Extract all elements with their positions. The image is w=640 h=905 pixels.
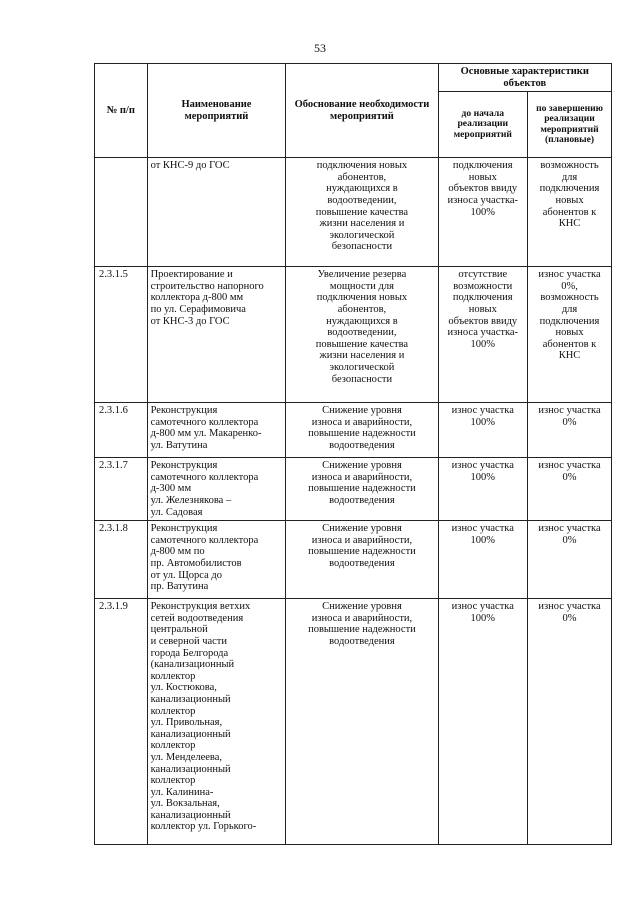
row-after: износ участка 0% bbox=[528, 521, 612, 599]
row-name: Проектирование и строительство напорного коллектора д-800 мм по ул. Серафимовича от КНС-3 до ГОС bbox=[147, 267, 286, 403]
measures-table bbox=[94, 63, 612, 845]
row-after: износ участка 0%, возможность для подключения новых абонентов к КНС bbox=[528, 267, 612, 403]
row-justification: Снижение уровня износа и аварийности, повышение надежности водоотведения bbox=[286, 403, 438, 458]
row-justification: Снижение уровня износа и аварийности, повышение надежности водоотведения bbox=[286, 599, 438, 845]
header-num: № п/п bbox=[95, 64, 148, 158]
page-number: 53 bbox=[314, 41, 326, 55]
row-num: 2.3.1.5 bbox=[95, 267, 148, 403]
row-before: износ участка 100% bbox=[438, 599, 528, 845]
table-row bbox=[95, 458, 612, 521]
row-after: износ участка 0% bbox=[528, 403, 612, 458]
row-name: Реконструкция самотечного коллектора д-300 мм ул. Железнякова – ул. Садовая bbox=[147, 458, 286, 521]
table-row bbox=[95, 267, 612, 403]
header-before: до начала реализации мероприятий bbox=[438, 92, 528, 158]
row-before: подключения новых объектов ввиду износа участка- 100% bbox=[438, 158, 528, 267]
row-name: Реконструкция ветхих сетей водоотведения центральной и северной части города Белгорода (канализационный коллектор ул. Костюкова, канализационный коллектор ул. Привольная, канализационный коллектор ул. Менделеева, канализационный коллектор ул. Калинина- ул. Вокзальная, канализационный коллектор ул. Горького- bbox=[147, 599, 286, 845]
header-characteristics: Основные характеристики объектов bbox=[438, 64, 611, 92]
row-after: износ участка 0% bbox=[528, 599, 612, 845]
row-name: Реконструкция самотечного коллектора д-800 мм по пр. Автомобилистов от ул. Щорса до пр. Ватутина bbox=[147, 521, 286, 599]
row-before: износ участка 100% bbox=[438, 521, 528, 599]
header-after: по завершению реализации мероприятий (плановые) bbox=[528, 92, 612, 158]
row-justification: Увеличение резерва мощности для подключения новых абонентов, нуждающихся в водоотведении, повышение качества жизни населения и экологической безопасности bbox=[286, 267, 438, 403]
row-num: 2.3.1.6 bbox=[95, 403, 148, 458]
table-row bbox=[95, 158, 612, 267]
row-before: износ участка 100% bbox=[438, 458, 528, 521]
row-num bbox=[95, 158, 148, 267]
row-num: 2.3.1.7 bbox=[95, 458, 148, 521]
row-justification: подключения новых абонентов, нуждающихся в водоотведении, повышение качества жизни населения и экологической безопасности bbox=[286, 158, 438, 267]
table-row bbox=[95, 521, 612, 599]
header-name: Наименование мероприятий bbox=[147, 64, 286, 158]
table-row bbox=[95, 599, 612, 845]
row-after: возможность для подключения новых абонентов к КНС bbox=[528, 158, 612, 267]
row-num: 2.3.1.9 bbox=[95, 599, 148, 845]
row-justification: Снижение уровня износа и аварийности, повышение надежности водоотведения bbox=[286, 521, 438, 599]
row-num: 2.3.1.8 bbox=[95, 521, 148, 599]
row-justification: Снижение уровня износа и аварийности, повышение надежности водоотведения bbox=[286, 458, 438, 521]
row-before: износ участка 100% bbox=[438, 403, 528, 458]
row-name: Реконструкция самотечного коллектора д-800 мм ул. Макаренко- ул. Ватутина bbox=[147, 403, 286, 458]
header-justification: Обоснование необходимости мероприятий bbox=[286, 64, 438, 158]
row-name: от КНС-9 до ГОС bbox=[147, 158, 286, 267]
row-after: износ участка 0% bbox=[528, 458, 612, 521]
row-before: отсутствие возможности подключения новых объектов ввиду износа участка- 100% bbox=[438, 267, 528, 403]
table-row bbox=[95, 403, 612, 458]
